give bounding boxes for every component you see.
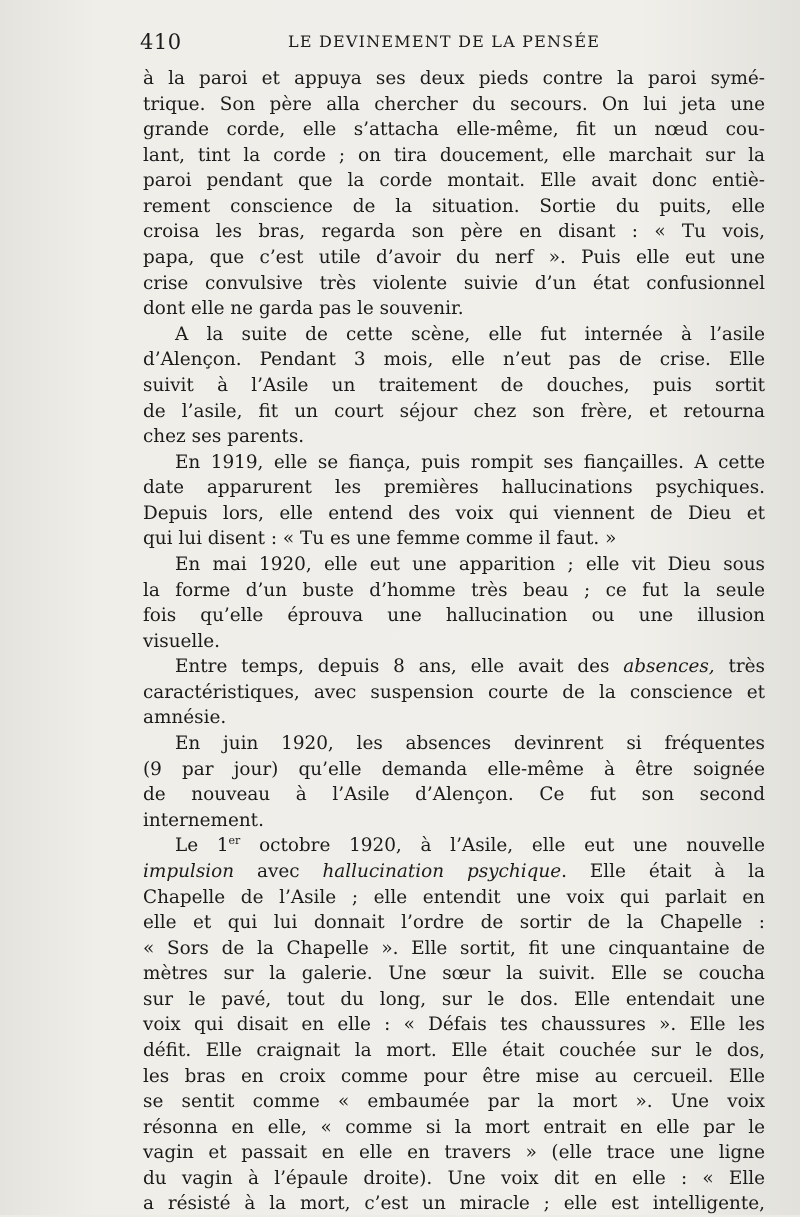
text-line: mètres sur la galerie. Une sœur la suivit. Elle se coucha (143, 963, 765, 985)
page-number: 410 (140, 30, 182, 54)
text-line: caractéristiques, avec suspension courte de la conscience et (143, 681, 765, 703)
text-line: fois qu’elle éprouva une hallucination ou une illusion (143, 605, 765, 627)
text-line: En 1919, elle se fiança, puis rompit ses fiançailles. A cette (175, 451, 765, 473)
text-line: la forme d’un buste d’homme très beau ; ce fut la seule (143, 579, 765, 601)
text-line: Chapelle de l’Asile ; elle entendit une voix qui parlait en (143, 886, 765, 908)
text-line: d’Alençon. Pendant 3 mois, elle n’eut pas de crise. Elle (143, 349, 765, 371)
text-line: se sentit comme « embaumée par la mort ». Une voix (143, 1091, 765, 1113)
text-line: voix qui disait en elle : « Défais tes chaussures ». Elle les (143, 1014, 765, 1036)
text-line: amnésie. (143, 707, 227, 729)
text-segment: Entre temps, depuis 8 ans, elle avait des (175, 656, 624, 678)
text-segment: octobre 1920, à l’Asile, elle eut une nouvelle (240, 835, 765, 857)
text-line: grande corde, elle s’attacha elle-même, fit un nœud cou- (143, 119, 765, 141)
text-line (143, 833, 765, 859)
text-line: visuelle. (143, 630, 220, 652)
italic-text: hallucination psychique (322, 860, 562, 882)
text-line: lant, tint la corde ; on tira doucement, elle marchait sur la (143, 144, 765, 166)
text-line: (9 par jour) qu’elle demanda elle-même à être soignée (143, 758, 765, 780)
text-line: A la suite de cette scène, elle fut internée à l’asile (175, 323, 765, 345)
text-line: rement conscience de la situation. Sortie du puits, elle (143, 195, 765, 217)
text-segment: avec (234, 860, 323, 882)
text-line: date apparurent les premières hallucinations psychiques. (143, 477, 765, 499)
running-head: LE DEVINEMENT DE LA PENSÉE (288, 32, 601, 51)
text-segment: Le 1 (175, 835, 229, 857)
page-header (140, 30, 780, 64)
text-line: du vagin à l’épaule droite). Une voix dit en elle : « Elle (143, 1167, 765, 1189)
text-line: internement. (143, 809, 264, 831)
text-line: sur le pavé, tout du long, sur le dos. Elle entendait une (143, 988, 765, 1010)
text-line: suivit à l’Asile un traitement de douches, puis sortit (143, 374, 765, 396)
text-line: résonna en elle, « comme si la mort entrait en elle par le (143, 1116, 765, 1138)
text-line (143, 654, 765, 680)
text-line: paroi pendant que la corde montait. Elle avait donc entiè- (143, 170, 765, 192)
text-line: papa, que c’est utile d’avoir du nerf ». Puis elle eut une (143, 247, 765, 269)
text-line: En juin 1920, les absences devinrent si fréquentes (175, 733, 765, 755)
text-segment: très (714, 656, 765, 678)
italic-text: impulsion (143, 860, 235, 882)
text-line: de l’asile, fit un court séjour chez son frère, et retourna (143, 400, 765, 422)
text-line: les bras en croix comme pour être mise au cercueil. Elle (143, 1065, 765, 1087)
text-line (143, 859, 765, 885)
text-line: croisa les bras, regarda son père en disant : « Tu vois, (143, 221, 765, 243)
text-line: En mai 1920, elle eut une apparition ; elle vit Dieu sous (175, 553, 765, 575)
text-line: à la paroi et appuya ses deux pieds contre la paroi symé- (143, 68, 765, 89)
italic-text: absences, (623, 656, 715, 678)
text-line: trique. Son père alla chercher du secours. On lui jeta une (143, 93, 765, 115)
text-line: qui lui disent : « Tu es une femme comme il faut. » (143, 528, 617, 550)
text-line: « Sors de la Chapelle ». Elle sortit, fit une cinquantaine de (143, 937, 765, 959)
text-line: chez ses parents. (143, 426, 305, 448)
superscript: er (228, 834, 241, 848)
text-line: crise convulsive très violente suivie d’un état confusionnel (143, 272, 765, 294)
text-line: a résisté à la mort, c’est un miracle ; elle est intelligente, (143, 1193, 765, 1215)
text-line: dont elle ne garda pas le souvenir. (143, 298, 464, 320)
text-segment: . Elle était à la (561, 860, 765, 882)
text-line: défit. Elle craignait la mort. Elle était couchée sur le dos, (143, 1039, 765, 1061)
page-body (143, 66, 765, 1217)
text-line: elle et qui lui donnait l’ordre de sortir de la Chapelle : (143, 912, 765, 934)
text-line: de nouveau à l’Asile d’Alençon. Ce fut son second (143, 784, 765, 806)
text-line: vagin et passait en elle en travers » (elle trace une ligne (143, 1142, 765, 1164)
text-line: Depuis lors, elle entend des voix qui viennent de Dieu et (143, 502, 765, 524)
